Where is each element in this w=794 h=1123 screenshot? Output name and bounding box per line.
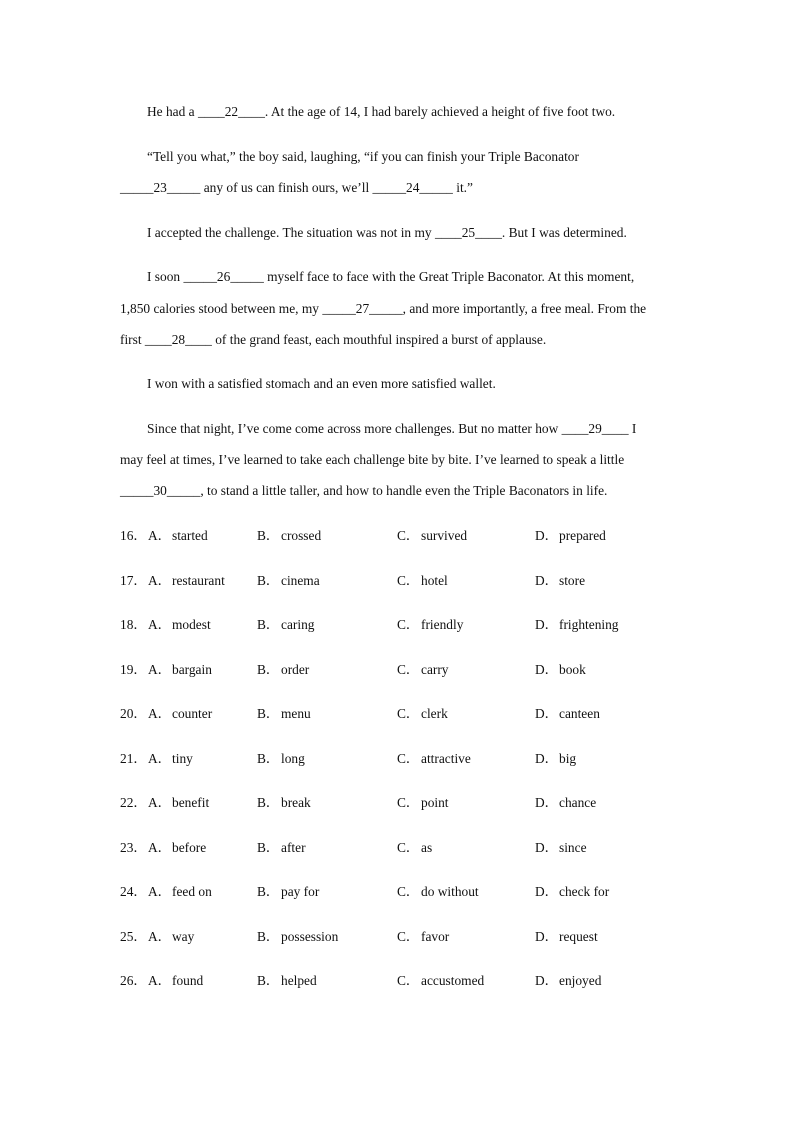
option-letter: D． — [535, 528, 559, 543]
option-letter: A． — [148, 617, 172, 632]
blank-26: _____26_____ — [183, 269, 264, 284]
option-a[interactable] — [148, 617, 211, 633]
option-letter: A． — [148, 706, 172, 721]
option-c[interactable] — [397, 973, 484, 989]
passage-p6-line2 — [120, 452, 624, 468]
option-letter: D． — [535, 929, 559, 944]
option-text: cinema — [281, 573, 320, 588]
option-text: as — [421, 840, 433, 855]
option-b[interactable] — [257, 573, 320, 589]
option-b[interactable] — [257, 751, 305, 767]
option-letter: D． — [535, 751, 559, 766]
option-letter: A． — [148, 884, 172, 899]
option-text: canteen — [559, 706, 600, 721]
option-b[interactable] — [257, 929, 338, 945]
option-letter: A． — [148, 840, 172, 855]
option-d[interactable] — [535, 528, 606, 544]
passage-p4-line3 — [120, 332, 546, 348]
option-text: feed on — [172, 884, 212, 899]
option-text: enjoyed — [559, 973, 602, 988]
option-d[interactable] — [535, 884, 609, 900]
option-text: point — [421, 795, 449, 810]
option-text: survived — [421, 528, 468, 543]
option-d[interactable] — [535, 795, 596, 811]
passage-p1 — [147, 104, 615, 120]
option-b[interactable] — [257, 795, 311, 811]
option-text: started — [172, 528, 208, 543]
option-text: chance — [559, 795, 597, 810]
option-text: book — [559, 662, 586, 677]
option-b[interactable] — [257, 528, 321, 544]
question-number: 26． — [120, 973, 147, 988]
option-a[interactable] — [148, 662, 212, 678]
text: “Tell you what,” the boy said, laughing, “if you can finish your Triple Baconator — [147, 149, 579, 164]
option-text: order — [281, 662, 310, 677]
option-letter: C． — [397, 973, 420, 988]
option-letter: C． — [397, 840, 420, 855]
option-c[interactable] — [397, 706, 448, 722]
option-letter: B． — [257, 795, 280, 810]
option-letter: A． — [148, 573, 172, 588]
text: , to stand a little taller, and how to handle even the Triple Baconators in life. — [200, 483, 608, 498]
option-letter: B． — [257, 573, 280, 588]
option-a[interactable] — [148, 706, 212, 722]
option-letter: D． — [535, 973, 559, 988]
option-letter: B． — [257, 706, 280, 721]
option-letter: D． — [535, 573, 559, 588]
option-text: do without — [421, 884, 479, 899]
blank-27: _____27_____ — [322, 301, 403, 316]
text: may feel at times, I’ve learned to take each challenge bite by bite. I’ve learned to speak a little — [120, 452, 625, 467]
option-letter: D． — [535, 840, 559, 855]
option-c[interactable] — [397, 929, 449, 945]
option-text: restaurant — [172, 573, 225, 588]
text: . But I was determined. — [501, 225, 627, 240]
option-text: modest — [172, 617, 211, 632]
option-text: favor — [421, 929, 450, 944]
option-letter: B． — [257, 751, 280, 766]
option-letter: A． — [148, 973, 172, 988]
option-text: before — [172, 840, 207, 855]
option-a[interactable] — [148, 840, 206, 856]
option-text: break — [281, 795, 311, 810]
question-number: 16． — [120, 528, 147, 543]
option-d[interactable] — [535, 929, 598, 945]
question-number: 23． — [120, 840, 147, 855]
option-letter: D． — [535, 617, 559, 632]
option-text: pay for — [281, 884, 320, 899]
passage-p2-line1 — [147, 149, 579, 165]
option-b[interactable] — [257, 884, 319, 900]
option-text: frightening — [559, 617, 619, 632]
option-letter: B． — [257, 662, 280, 677]
option-c[interactable] — [397, 528, 467, 544]
question-number: 17． — [120, 573, 147, 588]
option-d[interactable] — [535, 751, 576, 767]
blank-29: ____29____ — [561, 421, 629, 436]
blank-25: ____25____ — [434, 225, 502, 240]
passage-p3 — [147, 225, 627, 241]
option-text: store — [559, 573, 586, 588]
option-text: prepared — [559, 528, 606, 543]
text: I won with a satisfied stomach and an even more satisfied wallet. — [147, 376, 496, 391]
option-text: tiny — [172, 751, 193, 766]
option-text: clerk — [421, 706, 448, 721]
option-letter: C． — [397, 884, 420, 899]
option-letter: B． — [257, 617, 280, 632]
option-b[interactable] — [257, 662, 309, 678]
option-c[interactable] — [397, 662, 449, 678]
option-d[interactable] — [535, 706, 600, 722]
option-text: found — [172, 973, 204, 988]
option-d[interactable] — [535, 662, 586, 678]
text: of the grand feast, each mouthful inspired a burst of applause. — [211, 332, 547, 347]
option-text: request — [559, 929, 598, 944]
blank-24: _____24_____ — [372, 180, 453, 195]
passage-p6-line1 — [147, 421, 636, 437]
option-letter: D． — [535, 662, 559, 677]
option-text: attractive — [421, 751, 471, 766]
option-a[interactable] — [148, 973, 203, 989]
option-letter: C． — [397, 528, 420, 543]
text: , and more importantly, a free meal. From the — [402, 301, 647, 316]
option-b[interactable] — [257, 706, 311, 722]
option-text: bargain — [172, 662, 212, 677]
option-a[interactable] — [148, 884, 212, 900]
option-text: long — [281, 751, 305, 766]
option-c[interactable] — [397, 884, 479, 900]
blank-30: _____30_____ — [120, 483, 201, 498]
option-a[interactable] — [148, 528, 208, 544]
text: any of us can finish ours, we’ll — [200, 180, 373, 195]
option-text: check for — [559, 884, 610, 899]
option-d[interactable] — [535, 840, 587, 856]
blank-22: ____22____ — [197, 104, 265, 119]
blank-28: ____28____ — [144, 332, 212, 347]
option-text: after — [281, 840, 306, 855]
option-letter: C． — [397, 751, 420, 766]
option-text: caring — [281, 617, 315, 632]
question-number: 20． — [120, 706, 147, 721]
option-letter: A． — [148, 662, 172, 677]
passage-p6-line3 — [120, 483, 607, 499]
option-letter: A． — [148, 795, 172, 810]
option-b[interactable] — [257, 617, 314, 633]
question-number: 19． — [120, 662, 147, 677]
option-c[interactable] — [397, 795, 449, 811]
text: I soon — [147, 269, 184, 284]
blank-23: _____23_____ — [120, 180, 201, 195]
option-letter: D． — [535, 795, 559, 810]
option-text: way — [172, 929, 195, 944]
question-number: 22． — [120, 795, 147, 810]
option-letter: B． — [257, 884, 280, 899]
option-letter: D． — [535, 706, 559, 721]
question-number: 24． — [120, 884, 147, 899]
passage-p5 — [147, 376, 496, 392]
text: I — [628, 421, 637, 436]
option-b[interactable] — [257, 840, 306, 856]
text: He had a — [147, 104, 198, 119]
option-text: since — [559, 840, 587, 855]
text: I accepted the challenge. The situation was not in my — [147, 225, 435, 240]
option-letter: A． — [148, 528, 172, 543]
option-a[interactable] — [148, 795, 209, 811]
option-text: carry — [421, 662, 449, 677]
option-letter: A． — [148, 751, 172, 766]
option-c[interactable] — [397, 617, 463, 633]
option-text: accustomed — [421, 973, 485, 988]
question-number: 21． — [120, 751, 147, 766]
option-a[interactable] — [148, 751, 193, 767]
passage-p2-line2 — [120, 180, 473, 196]
text: Since that night, I’ve come come across more challenges. But no matter how — [147, 421, 562, 436]
option-letter: C． — [397, 617, 420, 632]
option-text: crossed — [281, 528, 322, 543]
option-d[interactable] — [535, 617, 619, 633]
option-text: benefit — [172, 795, 210, 810]
option-c[interactable] — [397, 840, 432, 856]
option-letter: C． — [397, 706, 420, 721]
option-letter: B． — [257, 929, 280, 944]
option-letter: C． — [397, 795, 420, 810]
question-number: 18． — [120, 617, 147, 632]
option-c[interactable] — [397, 573, 448, 589]
text: . At the age of 14, I had barely achieved a height of five foot two. — [264, 104, 616, 119]
option-d[interactable] — [535, 573, 585, 589]
text: myself face to face with the Great Triple Baconator. At this moment, — [263, 269, 635, 284]
text: first — [120, 332, 145, 347]
option-letter: B． — [257, 840, 280, 855]
text: 1,850 calories stood between me, my — [120, 301, 323, 316]
option-letter: C． — [397, 929, 420, 944]
option-letter: C． — [397, 662, 420, 677]
passage-p4-line1 — [147, 269, 634, 285]
option-d[interactable] — [535, 973, 601, 989]
option-text: menu — [281, 706, 311, 721]
option-text: possession — [281, 929, 339, 944]
text: it.” — [452, 180, 473, 195]
option-letter: A． — [148, 929, 172, 944]
option-text: counter — [172, 706, 213, 721]
option-letter: B． — [257, 973, 280, 988]
option-text: hotel — [421, 573, 448, 588]
option-a[interactable] — [148, 929, 194, 945]
option-text: helped — [281, 973, 317, 988]
option-text: big — [559, 751, 577, 766]
option-b[interactable] — [257, 973, 317, 989]
option-c[interactable] — [397, 751, 471, 767]
option-letter: D． — [535, 884, 559, 899]
option-letter: C． — [397, 573, 420, 588]
option-text: friendly — [421, 617, 464, 632]
passage-p4-line2 — [120, 301, 646, 317]
question-number: 25． — [120, 929, 147, 944]
option-a[interactable] — [148, 573, 225, 589]
option-letter: B． — [257, 528, 280, 543]
